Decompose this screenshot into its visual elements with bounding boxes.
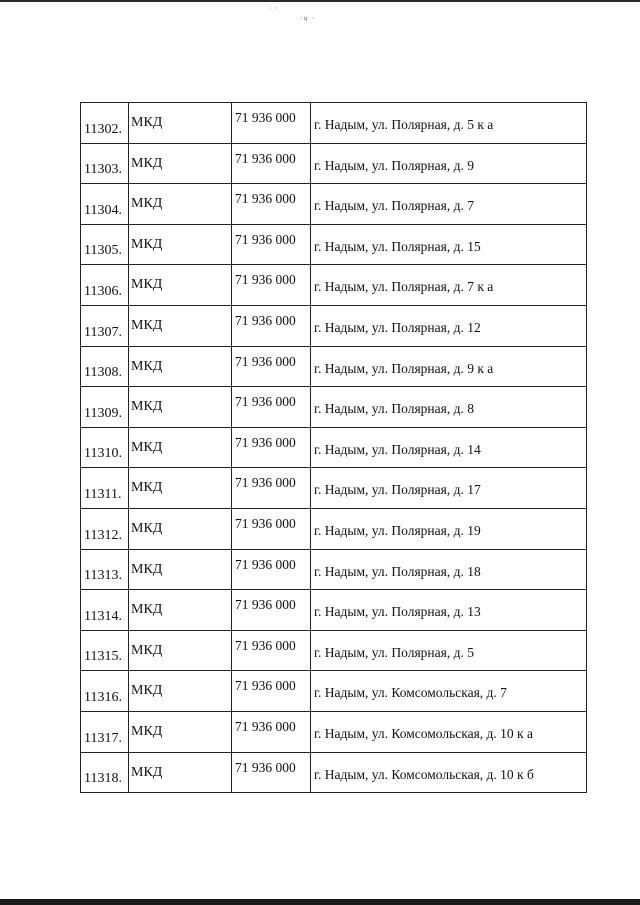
object-type-cell	[129, 549, 232, 590]
oktmo-code-cell	[232, 265, 311, 306]
oktmo-code-cell	[232, 143, 311, 184]
oktmo-code: 71 936 000	[235, 110, 296, 125]
address-cell	[311, 752, 587, 793]
row-number: 11302.	[84, 121, 122, 137]
address: г. Надым, ул. Полярная, д. 15	[314, 238, 481, 254]
address: г. Надым, ул. Комсомольская, д. 7	[314, 685, 507, 701]
row-number-cell	[81, 265, 129, 306]
oktmo-code-cell	[232, 305, 311, 346]
object-type-cell	[129, 387, 232, 428]
row-number: 11315.	[84, 649, 122, 665]
object-type: МКД	[131, 196, 163, 212]
address: г. Надым, ул. Полярная, д. 7 к а	[314, 279, 494, 295]
row-number-cell	[81, 224, 129, 265]
row-number: 11304.	[84, 202, 122, 218]
oktmo-code: 71 936 000	[235, 434, 296, 450]
oktmo-code: 71 936 000	[235, 678, 296, 694]
address: г. Надым, ул. Полярная, д. 13	[314, 604, 481, 620]
object-type: МКД	[131, 277, 163, 293]
oktmo-code-cell	[232, 184, 311, 225]
oktmo-code: 71 936 000	[235, 312, 296, 328]
row-number-cell	[81, 508, 129, 549]
oktmo-code: 71 936 000	[235, 272, 296, 288]
address: г. Надым, ул. Полярная, д. 7	[314, 198, 474, 214]
oktmo-code: 71 936 000	[235, 515, 296, 531]
row-number: 11318.	[84, 771, 122, 787]
object-type: МКД	[131, 358, 163, 374]
object-type-cell	[129, 305, 232, 346]
address-cell	[311, 508, 587, 549]
row-number: 11306.	[84, 283, 122, 299]
address-cell	[311, 549, 587, 590]
row-number: 11309.	[84, 405, 122, 421]
address-cell	[311, 346, 587, 387]
row-number: 11310.	[84, 446, 122, 462]
address-cell	[311, 305, 587, 346]
address: г. Надым, ул. Полярная, д. 14	[314, 441, 481, 457]
oktmo-code-cell	[232, 508, 311, 549]
oktmo-code: 71 936 000	[235, 150, 296, 166]
address-cell	[311, 590, 587, 631]
address-cell	[311, 103, 587, 144]
object-type: МКД	[131, 439, 163, 455]
address-cell	[311, 630, 587, 671]
address: г. Надым, ул. Полярная, д. 17	[314, 482, 481, 498]
oktmo-code: 71 936 000	[235, 718, 296, 734]
oktmo-code: 71 936 000	[235, 759, 296, 775]
scan-bottom-edge	[0, 899, 640, 905]
row-number-cell	[81, 630, 129, 671]
oktmo-code-cell	[232, 590, 311, 631]
oktmo-code-cell	[232, 468, 311, 509]
object-type: МКД	[131, 723, 163, 739]
address-cell	[311, 143, 587, 184]
row-number: 11307.	[84, 324, 122, 340]
scan-top-edge	[0, 0, 640, 2]
oktmo-code: 71 936 000	[235, 475, 296, 491]
row-number-cell	[81, 346, 129, 387]
table-row	[81, 752, 587, 793]
table-row	[81, 590, 587, 631]
oktmo-code-cell	[232, 671, 311, 712]
oktmo-code: 71 936 000	[235, 394, 296, 410]
object-type: МКД	[131, 236, 163, 252]
row-number-cell	[81, 143, 129, 184]
table-row	[81, 671, 587, 712]
table-row	[81, 630, 587, 671]
table-row	[81, 143, 587, 184]
row-number-cell	[81, 184, 129, 225]
object-type: МКД	[131, 764, 163, 780]
row-number: 11317.	[84, 730, 122, 746]
row-number: 11313.	[84, 568, 122, 584]
oktmo-code: 71 936 000	[235, 231, 296, 247]
table-row	[81, 508, 587, 549]
row-number-cell	[81, 468, 129, 509]
oktmo-code-cell	[232, 224, 311, 265]
address: г. Надым, ул. Полярная, д. 8	[314, 401, 474, 417]
object-type-cell	[129, 468, 232, 509]
object-type: МКД	[131, 317, 163, 333]
oktmo-code: 71 936 000	[235, 191, 296, 207]
address: г. Надым, ул. Полярная, д. 9	[314, 157, 474, 173]
object-type-cell	[129, 224, 232, 265]
object-type: МКД	[131, 561, 163, 577]
oktmo-code-cell	[232, 427, 311, 468]
row-number-cell	[81, 305, 129, 346]
oktmo-code-cell	[232, 711, 311, 752]
object-type-cell	[129, 346, 232, 387]
row-number-cell	[81, 427, 129, 468]
object-type: МКД	[131, 115, 163, 130]
object-type: МКД	[131, 602, 163, 618]
table-row	[81, 549, 587, 590]
table-row	[81, 305, 587, 346]
address: г. Надым, ул. Полярная, д. 12	[314, 319, 481, 335]
row-number-cell	[81, 549, 129, 590]
address-cell	[311, 671, 587, 712]
address-cell	[311, 468, 587, 509]
row-number-cell	[81, 103, 129, 144]
object-type-cell	[129, 630, 232, 671]
object-type-cell	[129, 752, 232, 793]
address-cell	[311, 224, 587, 265]
registry-table	[80, 102, 587, 793]
row-number-cell	[81, 671, 129, 712]
oktmo-code-cell	[232, 103, 311, 144]
address: г. Надым, ул. Полярная, д. 5 к а	[314, 117, 494, 132]
object-type: МКД	[131, 642, 163, 658]
address-cell	[311, 711, 587, 752]
address-cell	[311, 387, 587, 428]
oktmo-code-cell	[232, 630, 311, 671]
oktmo-code-cell	[232, 549, 311, 590]
address: г. Надым, ул. Полярная, д. 18	[314, 563, 481, 579]
table-row	[81, 265, 587, 306]
address-cell	[311, 265, 587, 306]
object-type-cell	[129, 184, 232, 225]
object-type-cell	[129, 671, 232, 712]
oktmo-code-cell	[232, 346, 311, 387]
oktmo-code-cell	[232, 387, 311, 428]
address: г. Надым, ул. Комсомольская, д. 10 к а	[314, 725, 533, 741]
row-number: 11312.	[84, 527, 122, 543]
object-type-cell	[129, 711, 232, 752]
table-row	[81, 103, 587, 144]
table-row	[81, 387, 587, 428]
oktmo-code-cell	[232, 752, 311, 793]
row-number: 11311.	[84, 486, 122, 502]
address: г. Надым, ул. Полярная, д. 19	[314, 522, 481, 538]
oktmo-code: 71 936 000	[235, 637, 296, 653]
table-row	[81, 224, 587, 265]
object-type-cell	[129, 508, 232, 549]
table-row	[81, 427, 587, 468]
oktmo-code: 71 936 000	[235, 597, 296, 613]
object-type: МКД	[131, 520, 163, 536]
address-cell	[311, 184, 587, 225]
object-type-cell	[129, 143, 232, 184]
table-row	[81, 711, 587, 752]
oktmo-code: 71 936 000	[235, 556, 296, 572]
row-number: 11308.	[84, 365, 122, 381]
object-type: МКД	[131, 480, 163, 496]
object-type: МКД	[131, 399, 163, 415]
row-number: 11316.	[84, 689, 122, 705]
oktmo-code: 71 936 000	[235, 353, 296, 369]
row-number-cell	[81, 590, 129, 631]
registry-table-body	[81, 103, 587, 793]
object-type-cell	[129, 590, 232, 631]
table-row	[81, 346, 587, 387]
object-type-cell	[129, 103, 232, 144]
table-row	[81, 184, 587, 225]
object-type: МКД	[131, 155, 163, 171]
address: г. Надым, ул. Комсомольская, д. 10 к б	[314, 766, 534, 782]
row-number: 11305.	[84, 243, 122, 259]
object-type-cell	[129, 265, 232, 306]
address: г. Надым, ул. Полярная, д. 5	[314, 644, 474, 660]
row-number-cell	[81, 752, 129, 793]
row-number-cell	[81, 387, 129, 428]
object-type-cell	[129, 427, 232, 468]
address: г. Надым, ул. Полярная, д. 9 к а	[314, 360, 494, 376]
address-cell	[311, 427, 587, 468]
scan-mark-top-center: · ·	[268, 4, 279, 13]
row-number-cell	[81, 711, 129, 752]
row-number: 11303.	[84, 162, 122, 178]
row-number: 11314.	[84, 608, 122, 624]
table-row	[81, 468, 587, 509]
scan-mark-top-right: ·ч ·	[300, 14, 316, 23]
object-type: МКД	[131, 683, 163, 699]
